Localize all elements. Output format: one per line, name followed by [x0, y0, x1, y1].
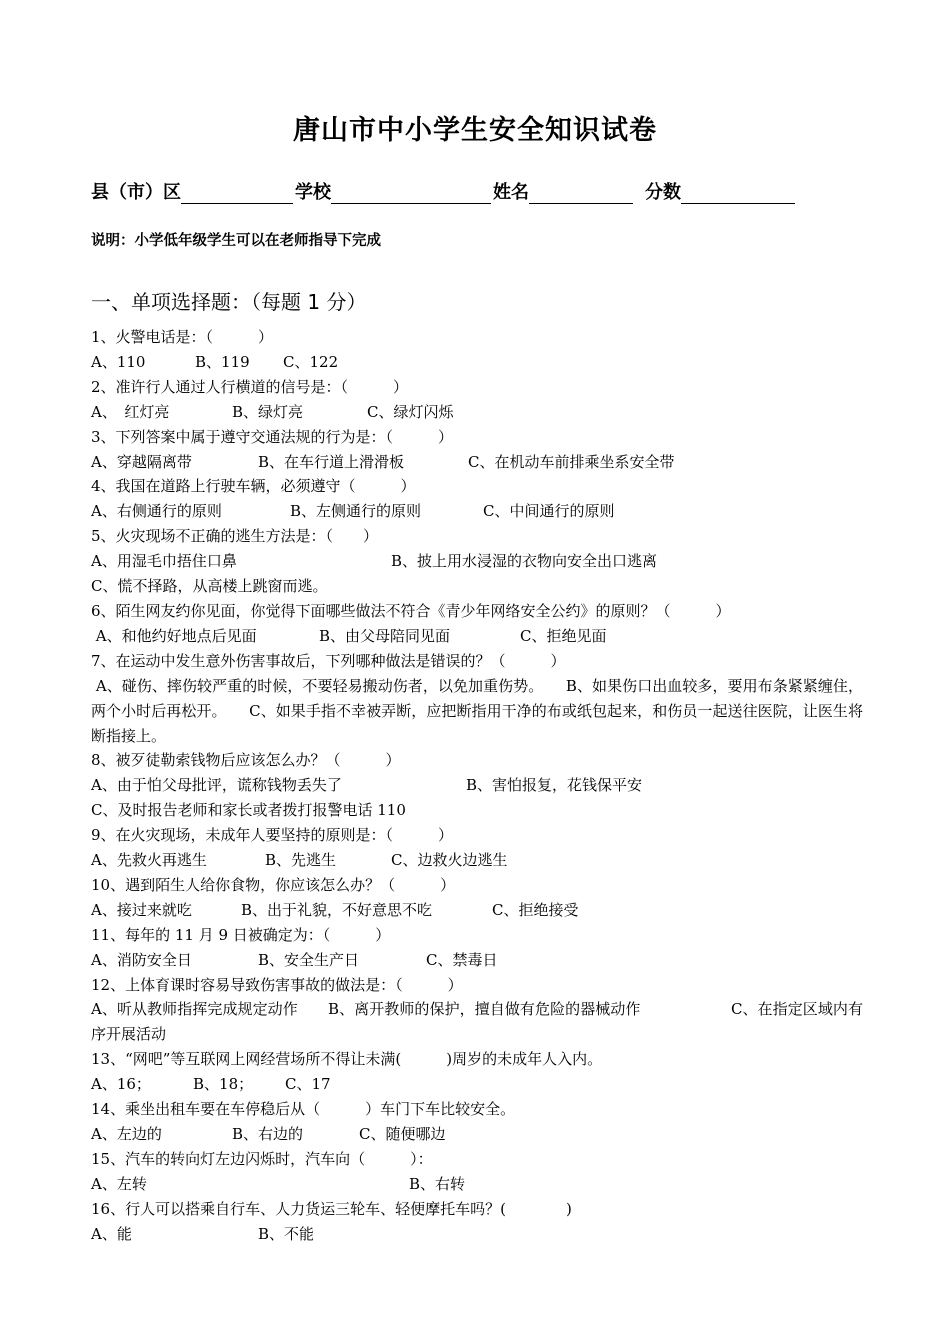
options-12 [91, 997, 863, 1047]
options-8 [91, 773, 863, 798]
option-b[interactable]: B、安全生产日 [258, 950, 360, 969]
option-b[interactable]: B、由父母陪同见面 [319, 626, 451, 645]
exam-title: 唐山市中小学生安全知识试卷 [293, 115, 657, 146]
option-a[interactable]: A、接过来就吃 [91, 900, 192, 919]
options-7 [91, 674, 863, 749]
options-16 [91, 1222, 863, 1247]
option-b[interactable]: B、离开教师的保护，擅自做有危险的器械动作 [327, 1000, 641, 1019]
option-a[interactable]: A、110 [91, 352, 146, 371]
question-3: 3、下列答案中属于遵守交通法规的行为是：（ ） [91, 427, 454, 446]
option-c[interactable]: C、中间通行的原则 [483, 502, 615, 521]
score-blank[interactable] [681, 183, 795, 204]
option-c[interactable]: C、拒绝见面 [520, 626, 607, 645]
options-5 [91, 549, 863, 574]
question-12: 12、上体育课时容易导致伤害事故的做法是：（ ） [91, 975, 463, 994]
option-a[interactable]: A、穿越隔离带 [91, 452, 192, 471]
option-a[interactable]: A、先救火再逃生 [91, 851, 207, 870]
options-9 [91, 848, 863, 873]
option-a[interactable]: A、消防安全日 [91, 950, 192, 969]
options-10 [91, 898, 863, 923]
option-c[interactable]: C、在指定区域内有序开展活动 [91, 1000, 863, 1044]
school-label: 学校 [295, 182, 331, 203]
option-b[interactable]: B、在车行道上滑滑板 [258, 452, 405, 471]
options-11 [91, 948, 863, 973]
option-b[interactable]: B、左侧通行的原则 [290, 502, 422, 521]
option-c[interactable]: C、随便哪边 [359, 1125, 446, 1143]
options-4 [91, 499, 863, 524]
options-13 [91, 1072, 863, 1097]
option-c[interactable]: C、拒绝接受 [492, 900, 579, 919]
header-fields [91, 174, 797, 204]
option-b[interactable]: B、不能 [258, 1224, 315, 1243]
options-15 [91, 1172, 863, 1197]
option-c[interactable]: C、禁毒日 [426, 950, 498, 969]
question-7: 7、在运动中发生意外伤害事故后，下列哪种做法是错误的？（ ） [91, 651, 566, 670]
question-5: 5、火灾现场不正确的逃生方法是：（ ） [91, 527, 379, 546]
option-c[interactable]: C、及时报告老师和家长或者拨打报警电话 110 [91, 801, 406, 820]
option-a[interactable]: A、由于怕父母批评，谎称钱物丢失了 [91, 776, 342, 795]
instruction-note: 说明：小学低年级学生可以在老师指导下完成 [91, 233, 381, 249]
question-6: 6、陌生网友约你见面，你觉得下面哪些做法不符合《青少年网络安全公约》的原则？（ ） [91, 601, 731, 620]
option-c[interactable]: C、如果手指不幸被弄断，应把断指用干净的布或纸包起来，和伤员一起送往医院，让医生将断指接上。 [91, 701, 863, 745]
options-6 [91, 624, 863, 649]
name-blank[interactable] [529, 183, 633, 204]
option-a[interactable]: A、和他约好地点后见面 [91, 626, 257, 645]
question-8: 8、被歹徒勒索钱物后应该怎么办？（ ） [91, 751, 401, 770]
option-a[interactable]: A、用湿毛巾捂住口鼻 [91, 552, 237, 571]
option-b[interactable]: B、先逃生 [265, 851, 337, 870]
question-9: 9、在火灾现场，未成年人要坚持的原则是：（ ） [91, 826, 454, 845]
question-16: 16、行人可以搭乘自行车、人力货运三轮车、轻便摩托车吗？( ) [91, 1199, 572, 1218]
question-1: 1、火警电话是：（ ） [91, 328, 274, 346]
option-a[interactable]: A、 红灯亮 [91, 402, 170, 421]
option-b[interactable]: B、害怕报复，花钱保平安 [466, 776, 643, 795]
options-14 [91, 1122, 863, 1147]
score-label: 分数 [645, 182, 681, 203]
option-c[interactable]: C、边救火边逃生 [391, 851, 508, 870]
option-b[interactable]: B、出于礼貌，不好意思不吃 [241, 900, 433, 919]
option-a[interactable]: A、左转 [91, 1174, 147, 1193]
option-b[interactable]: B、绿灯亮 [232, 402, 304, 421]
option-b[interactable]: B、右转 [409, 1174, 466, 1193]
option-b[interactable]: B、如果伤口出血较多，要用布条紧紧缠住，两个小时后再松开。 [91, 676, 863, 720]
county-label: 县（市）区 [91, 182, 181, 203]
question-14: 14、乘坐出租车要在车停稳后从（ ）车门下车比较安全。 [91, 1100, 516, 1119]
question-4: 4、我国在道路上行驶车辆，必须遵守（ ） [91, 477, 416, 496]
option-c[interactable]: C、122 [283, 352, 339, 371]
section-heading: 一、单项选择题：（每题 1 分） [91, 290, 367, 314]
school-blank[interactable] [331, 183, 491, 204]
options-2 [91, 400, 863, 425]
question-15: 15、汽车的转向灯左边闪烁时，汽车向（ ）： [91, 1149, 433, 1168]
option-a[interactable]: A、16； [91, 1075, 151, 1094]
option-b[interactable]: B、119 [195, 352, 250, 371]
option-b[interactable]: B、右边的 [232, 1125, 304, 1143]
option-a[interactable]: A、听从教师指挥完成规定动作 [91, 1000, 298, 1019]
option-b[interactable]: B、18； [193, 1075, 254, 1094]
option-a[interactable]: A、碰伤、摔伤较严重的时候，不要轻易搬动伤者，以免加重伤势。 [91, 676, 536, 695]
option-c[interactable]: C、17 [285, 1075, 331, 1094]
option-a[interactable]: A、能 [91, 1224, 132, 1243]
question-13: 13、“网吧”等互联网上网经营场所不得让未满( )周岁的未成年人入内。 [91, 1050, 603, 1069]
question-2: 2、准许行人通过人行横道的信号是：（ ） [91, 377, 409, 396]
option-c[interactable]: C、在机动车前排乘坐系安全带 [468, 452, 675, 471]
option-b[interactable]: B、披上用水浸湿的衣物向安全出口逃离 [391, 552, 658, 571]
question-10: 10、遇到陌生人给你食物，你应该怎么办？（ ） [91, 875, 456, 894]
question-11: 11、每年的 11 月 9 日被确定为：（ ） [91, 925, 391, 944]
county-blank[interactable] [181, 183, 293, 204]
options-3 [91, 450, 863, 475]
option-a[interactable]: A、右侧通行的原则 [91, 502, 222, 521]
options-1 [91, 350, 863, 375]
option-c[interactable]: C、慌不择路，从高楼上跳窗而逃。 [91, 577, 328, 596]
question-list [91, 325, 863, 1247]
option-a[interactable]: A、左边的 [91, 1125, 162, 1143]
name-label: 姓名 [493, 182, 529, 203]
option-c[interactable]: C、绿灯闪烁 [367, 402, 454, 421]
